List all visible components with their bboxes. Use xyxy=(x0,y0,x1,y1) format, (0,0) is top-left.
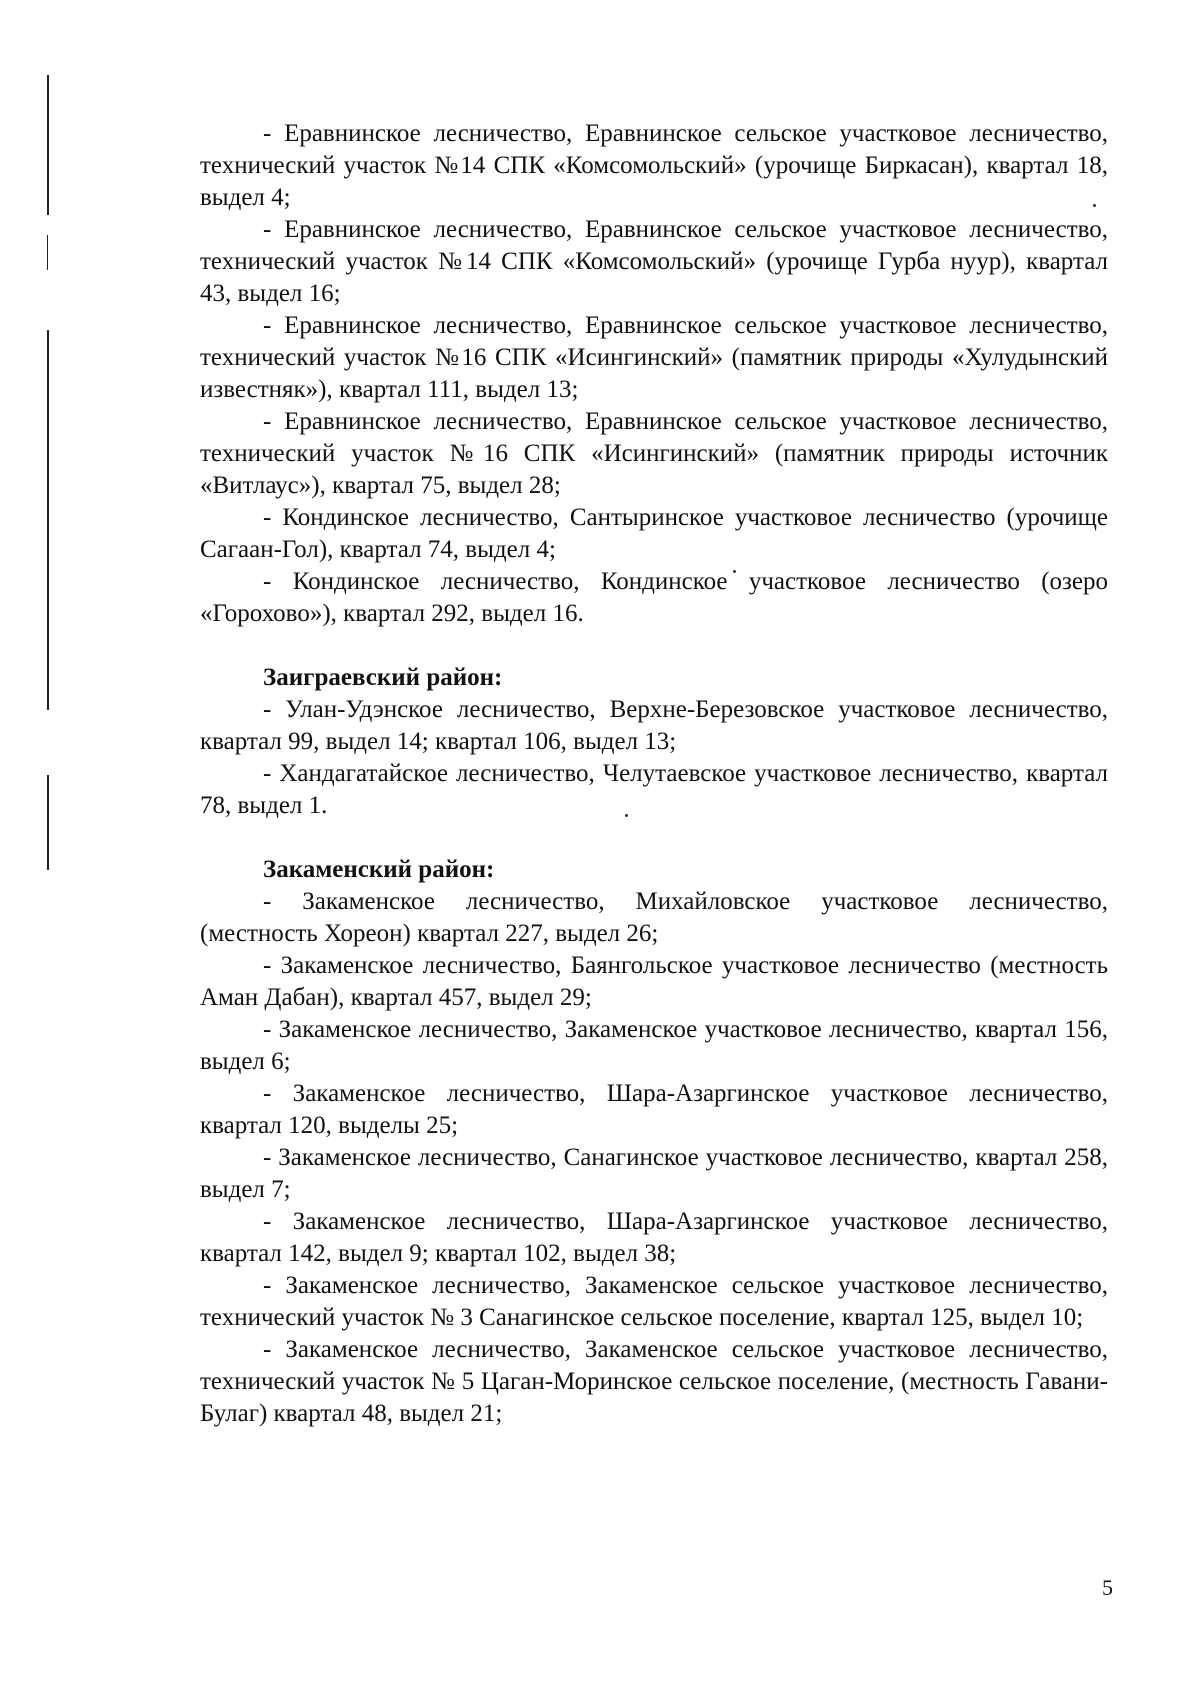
district-section-zakamensky xyxy=(200,854,1108,1430)
document-body xyxy=(200,118,1108,1430)
scan-margin-line xyxy=(47,235,48,270)
scan-margin-line xyxy=(47,75,49,215)
district-heading: Заиграевский район: xyxy=(263,664,503,691)
list-item: - Еравнинское лесничество, Еравнинское сельское участковое лесничество, технический участок №16 СПК «Исингинский» (памятник природы «Хулудынский известняк»), квартал 111, выдел 13; xyxy=(200,312,1108,403)
district-heading: Закаменский район: xyxy=(263,856,495,883)
scan-margin-line xyxy=(47,775,49,870)
list-item: - Хандагатайское лесничество, Челутаевское участковое лесничество, квартал 78, выдел 1. xyxy=(200,760,1108,819)
list-item: - Кондинское лесничество, Кондинское участковое лесничество (озеро «Горохово»), квартал 292, выдел 16. xyxy=(200,568,1108,627)
list-item: - Закаменское лесничество, Закаменское сельское участковое лесничество, технический участок № 3 Санагинское сельское поселение, квартал 125, выдел 10; xyxy=(200,1272,1108,1331)
list-item: - Закаменское лесничество, Шара-Азаргинское участковое лесничество, квартал 120, выделы 25; xyxy=(200,1080,1108,1139)
list-item: - Закаменское лесничество, Закаменское участковое лесничество, квартал 156, выдел 6; xyxy=(200,1016,1108,1075)
list-item: - Закаменское лесничество, Михайловское участковое лесничество, (местность Хореон) квартал 227, выдел 26; xyxy=(200,888,1108,947)
list-item: - Улан-Удэнское лесничество, Верхне-Березовское участковое лесничество, квартал 99, выдел 14; квартал 106, выдел 13; xyxy=(200,696,1108,755)
list-item: - Еравнинское лесничество, Еравнинское сельское участковое лесничество, технический участок №14 СПК «Комсомольский» (урочище Гурба нуур), квартал 43, выдел 16; xyxy=(200,216,1108,307)
list-item: - Закаменское лесничество, Закаменское сельское участковое лесничество, технический участок № 5 Цаган-Моринское сельское поселение, (местность Гавани-Булаг) квартал 48, выдел 21; xyxy=(200,1336,1108,1427)
list-item: - Закаменское лесничество, Баянгольское участковое лесничество (местность Аман Дабан), квартал 457, выдел 29; xyxy=(200,952,1108,1011)
page-number: 5 xyxy=(1102,1575,1113,1600)
list-item: - Еравнинское лесничество, Еравнинское сельское участковое лесничество, технический участок №16 СПК «Исингинский» (памятник природы источник «Витлаус»), квартал 75, выдел 28; xyxy=(200,408,1108,499)
list-item: - Еравнинское лесничество, Еравнинское сельское участковое лесничество, технический участок №14 СПК «Комсомольский» (урочище Биркасан), квартал 18, выдел 4; xyxy=(200,120,1108,211)
list-item: - Кондинское лесничество, Сантыринское участковое лесничество (урочище Сагаан-Гол), квартал 74, выдел 4; xyxy=(200,504,1108,563)
district-section-zaigraevsky xyxy=(200,662,1108,822)
list-item: - Закаменское лесничество, Санагинское участковое лесничество, квартал 258, выдел 7; xyxy=(200,1144,1108,1203)
scan-margin-line xyxy=(47,330,49,710)
list-item: - Закаменское лесничество, Шара-Азаргинское участковое лесничество, квартал 142, выдел 9; квартал 102, выдел 38; xyxy=(200,1208,1108,1267)
